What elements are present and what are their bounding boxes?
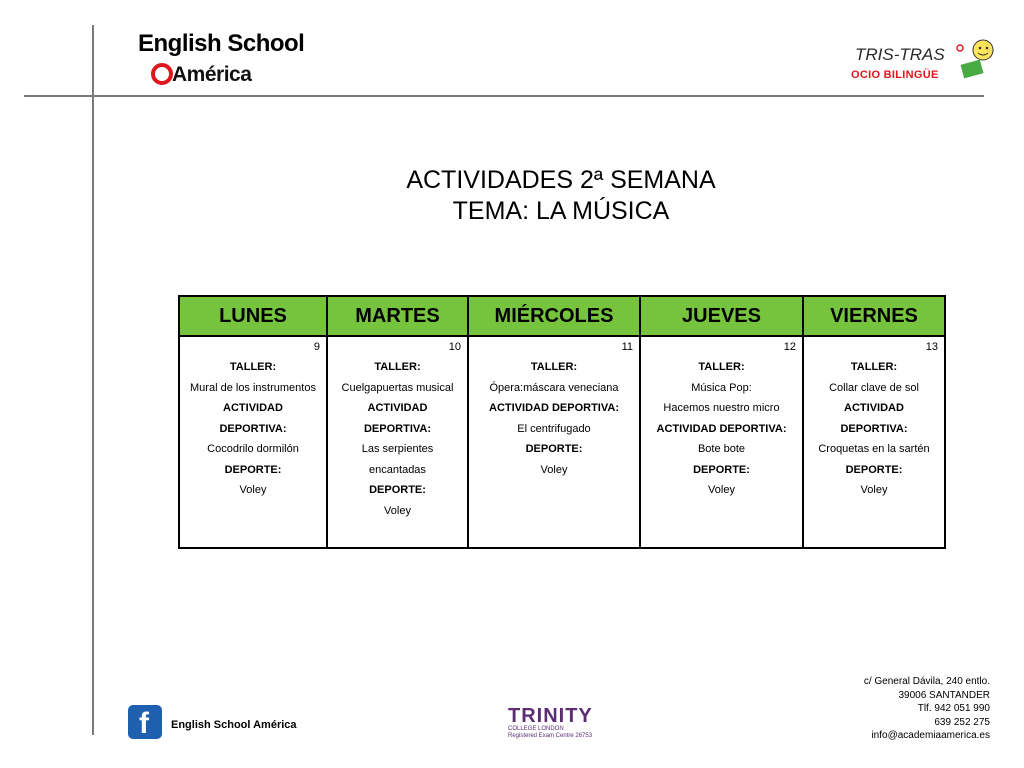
day-number: 10: [448, 341, 461, 353]
activity-line: TALLER:: [530, 361, 578, 373]
activity-line: DEPORTE:: [224, 463, 282, 476]
activity-line: ACTIVIDAD: [223, 402, 283, 414]
activity-line: DEPORTIVA:: [363, 422, 432, 435]
school-name: English School: [138, 30, 305, 57]
activity-line: DEPORTE:: [693, 463, 750, 476]
activity-line: Cocodrilo dormilón: [207, 443, 299, 455]
day-cell: [640, 336, 803, 548]
page-title: ACTIVIDADES 2ª SEMANA: [406, 166, 716, 194]
day-cell: [179, 336, 327, 548]
activity-line: Croquetas en la sartén: [818, 443, 930, 455]
activity-line: Voley: [860, 484, 888, 496]
trinity-centre: Registered Exam Centre 26753: [508, 733, 593, 739]
activity-line: Música Pop:: [691, 381, 752, 394]
tris-tras-logo-text: TRIS-TRAS: [855, 45, 945, 64]
day-header: JUEVES: [640, 296, 803, 336]
activity-line: DEPORTIVA:: [840, 422, 908, 435]
ocio-bilingue-label: OCIO BILINGÜE: [851, 69, 939, 81]
facebook-label[interactable]: English School América: [171, 719, 297, 731]
address-email[interactable]: info@academiaamerica.es: [871, 730, 990, 741]
day-cell: [803, 336, 945, 548]
day-number: 9: [313, 341, 320, 353]
activity-line: encantadas: [369, 463, 426, 476]
address-street: c/ General Dávila, 240 entlo.: [863, 676, 990, 687]
trinity-logo: [508, 706, 593, 740]
activity-line: TALLER:: [229, 361, 277, 373]
day-header: MARTES: [327, 296, 468, 336]
facebook-icon[interactable]: f: [128, 705, 162, 739]
day-number: 11: [621, 341, 633, 353]
address-block: [864, 675, 990, 743]
activity-line: Collar clave de sol: [829, 381, 919, 394]
america-logo: [150, 58, 278, 88]
activity-line: Ópera:máscara veneciana: [489, 381, 619, 394]
address-mobile: 639 252 275: [934, 716, 990, 728]
day-cell: [327, 336, 468, 548]
activity-line: ACTIVIDAD: [367, 402, 428, 414]
activity-line: Voley: [540, 463, 568, 476]
activity-line: El centrifugado: [517, 422, 591, 435]
trinity-name: TRINITY: [508, 705, 593, 727]
activity-line: Bote bote: [697, 443, 746, 455]
trinity-sub: COLLEGE LONDON: [508, 726, 564, 732]
activity-line: Hacemos nuestro micro: [663, 402, 780, 414]
day-header: VIERNES: [803, 296, 945, 336]
schedule-header-row: [179, 296, 945, 336]
day-header: MIÉRCOLES: [468, 296, 640, 336]
activity-line: TALLER:: [374, 361, 421, 373]
day-header: LUNES: [179, 296, 327, 336]
america-logo-text: América: [172, 63, 252, 86]
day-number: 13: [925, 341, 938, 353]
activity-line: DEPORTE:: [845, 463, 903, 476]
activity-line: Voley: [239, 484, 267, 496]
address-city: 39006 SANTANDER: [898, 689, 990, 701]
day-cell: [468, 336, 640, 548]
activity-line: TALLER:: [850, 361, 898, 373]
activity-line: ACTIVIDAD DEPORTIVA:: [489, 402, 619, 414]
schedule-table: [178, 295, 946, 549]
activity-lines: [469, 357, 639, 480]
activity-line: Voley: [384, 504, 411, 517]
activity-lines: [180, 357, 326, 501]
activity-lines: [804, 357, 944, 501]
page-subtitle: TEMA: LA MÚSICA: [452, 197, 670, 225]
activity-lines: [328, 357, 467, 521]
activity-line: DEPORTIVA:: [219, 422, 287, 435]
activity-line: Cuelgapuertas musical: [341, 381, 454, 394]
activity-line: ACTIVIDAD: [844, 402, 904, 414]
activity-line: Mural de los instrumentos: [190, 381, 316, 394]
activity-line: Las serpientes: [361, 443, 434, 455]
schedule-row: [179, 336, 945, 548]
address-phone: Tlf. 942 051 990: [917, 703, 990, 714]
activity-line: ACTIVIDAD DEPORTIVA:: [656, 422, 787, 435]
activity-line: Voley: [708, 484, 735, 496]
horizontal-divider: [24, 95, 984, 97]
activity-lines: [641, 357, 802, 501]
activity-line: DEPORTE:: [369, 484, 426, 496]
day-number: 12: [783, 341, 796, 353]
vertical-divider: [92, 25, 94, 735]
activity-line: DEPORTE:: [525, 443, 583, 455]
activity-line: TALLER:: [698, 361, 745, 373]
